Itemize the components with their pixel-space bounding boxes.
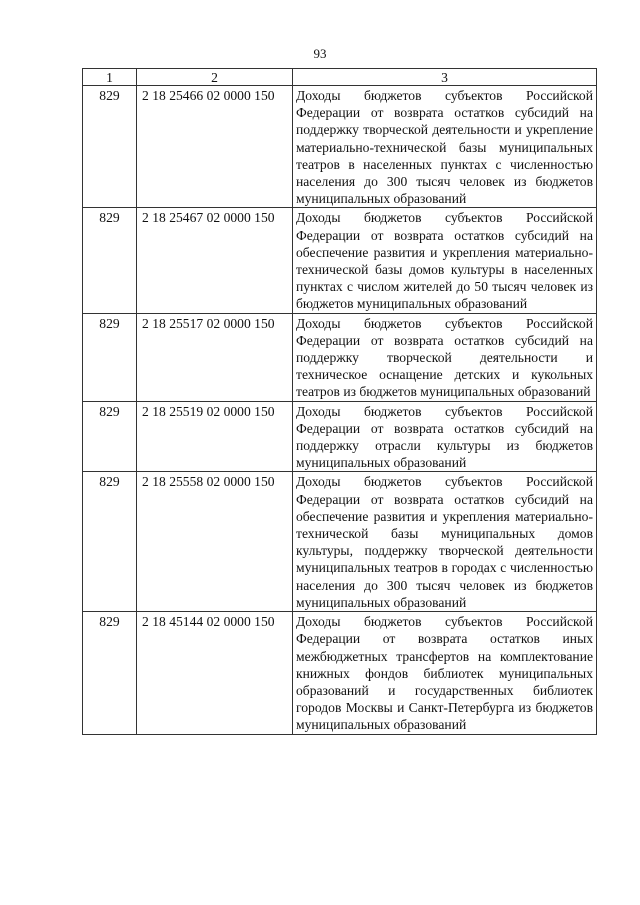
- revenue-codes-table: [82, 68, 597, 735]
- budget-code-cell: 2 18 25467 02 0000 150: [137, 208, 293, 313]
- description-cell: Доходы бюджетов субъектов Российской Федерации от возврата остатков субсидий на обеспечение развития и укрепления материально-технической базы домов культуры в населенных пунктах с числом жителей до 50 тысяч человек из бюджетов муниципальных образований: [293, 208, 597, 313]
- admin-code-cell: 829: [83, 86, 137, 208]
- table-row: [83, 313, 597, 401]
- budget-code-cell: 2 18 25519 02 0000 150: [137, 401, 293, 472]
- admin-code-cell: 829: [83, 612, 137, 734]
- budget-code-cell: 2 18 25558 02 0000 150: [137, 472, 293, 612]
- header-col-2: 2: [137, 69, 293, 86]
- description-cell: Доходы бюджетов субъектов Российской Федерации от возврата остатков субсидий на поддержку отрасли культуры из бюджетов муниципальных образований: [293, 401, 597, 472]
- header-col-1: 1: [83, 69, 137, 86]
- description-cell: Доходы бюджетов субъектов Российской Федерации от возврата остатков иных межбюджетных трансфертов на комплектование книжных фондов библиотек муниципальных образований и государственных библиотек городов Москвы и Санкт-Петербурга из бюджетов муниципальных образований: [293, 612, 597, 734]
- admin-code-cell: 829: [83, 472, 137, 612]
- table-row: [83, 208, 597, 313]
- description-cell: Доходы бюджетов субъектов Российской Федерации от возврата остатков субсидий на поддержку творческой деятельности и техническое оснащение детских и кукольных театров из бюджетов муниципальных образований: [293, 313, 597, 401]
- table-row: [83, 472, 597, 612]
- budget-code-cell: 2 18 25466 02 0000 150: [137, 86, 293, 208]
- admin-code-cell: 829: [83, 313, 137, 401]
- budget-code-cell: 2 18 45144 02 0000 150: [137, 612, 293, 734]
- budget-code-cell: 2 18 25517 02 0000 150: [137, 313, 293, 401]
- admin-code-cell: 829: [83, 401, 137, 472]
- header-row: [83, 69, 597, 86]
- page-number: 93: [313, 46, 327, 61]
- header-col-3: 3: [293, 69, 597, 86]
- description-cell: Доходы бюджетов субъектов Российской Федерации от возврата остатков субсидий на поддержку творческой деятельности и укрепление материально-технической базы муниципальных театров в населенных пунктах с численностью населения до 300 тысяч человек из бюджетов муниципальных образований: [293, 86, 597, 208]
- table-row: [83, 612, 597, 734]
- table-row: [83, 401, 597, 472]
- description-cell: Доходы бюджетов субъектов Российской Федерации от возврата остатков субсидий на обеспечение развития и укрепления материально-технической базы муниципальных домов культуры, поддержку творческой деятельности муниципальных театров в городах с численностью населения до 300 тысяч человек из бюджетов муниципальных образований: [293, 472, 597, 612]
- table-row: [83, 86, 597, 208]
- admin-code-cell: 829: [83, 208, 137, 313]
